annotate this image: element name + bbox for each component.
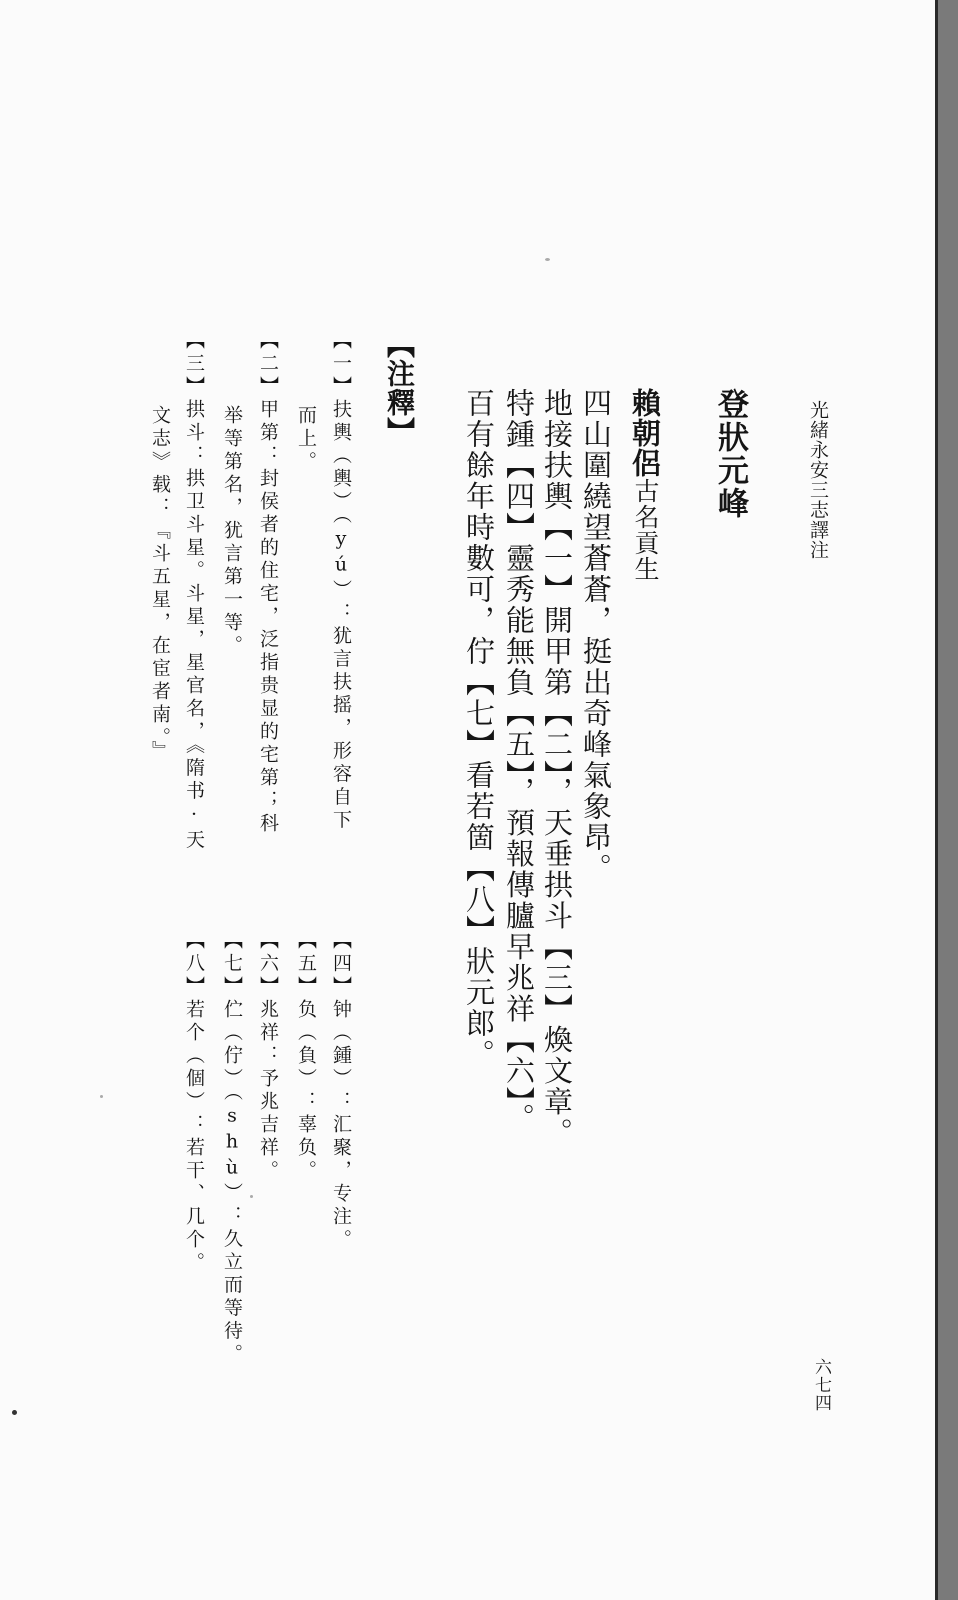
note-3-continued: 文志》载：『斗五星，在宦者南。』	[149, 405, 171, 764]
note-2-continued: 举等第名，犹言第一等。	[221, 405, 243, 658]
note-6: 【六】兆祥：予兆吉祥。	[257, 930, 279, 1183]
running-header: 光緒永安三志譯注	[807, 400, 829, 560]
note-7: 【七】伫（佇）（shù）：久立而等待。	[221, 930, 243, 1367]
page-number: 六七四	[811, 1358, 831, 1412]
scan-speck	[545, 258, 550, 261]
scan-speck	[250, 1195, 253, 1198]
note-8: 【八】若个（個）：若干、几个。	[183, 930, 205, 1275]
poem-line-1: 四山圍繞望蒼蒼，挺出奇峰氣象昂。	[579, 388, 613, 884]
poem-line-4: 百有餘年時數可，佇【七】看若箇【八】狀元郎。	[462, 388, 496, 1070]
poem-title: 登狀元峰	[712, 388, 748, 520]
note-1: 【一】扶輿（輿）（yú）：犹言扶摇，形容自下	[330, 330, 352, 833]
notes-heading: 【注釋】	[383, 330, 416, 446]
poem-line-3: 特鍾【四】靈秀能無負【五】，預報傳臚早兆祥【六】。	[502, 388, 536, 1134]
author-name: 賴朝侶	[628, 388, 662, 478]
poem-line-2: 地接扶輿【一】開甲第【二】，天垂拱斗【三】煥文章。	[540, 388, 574, 1149]
scan-speck	[100, 1095, 103, 1098]
author-note: 古名貢生	[631, 478, 660, 582]
note-1-continued: 而上。	[295, 405, 317, 474]
note-5: 【五】负（負）：辜负。	[295, 930, 317, 1183]
scan-speck	[12, 1410, 17, 1415]
note-3: 【三】拱斗：拱卫斗星。斗星，星官名，《隋书·天	[183, 330, 205, 853]
poem-author	[628, 388, 662, 582]
note-4: 【四】钟（鍾）：汇聚，专注。	[330, 930, 352, 1252]
note-2: 【二】甲第：封侯者的住宅，泛指贵显的宅第；科	[257, 330, 279, 836]
